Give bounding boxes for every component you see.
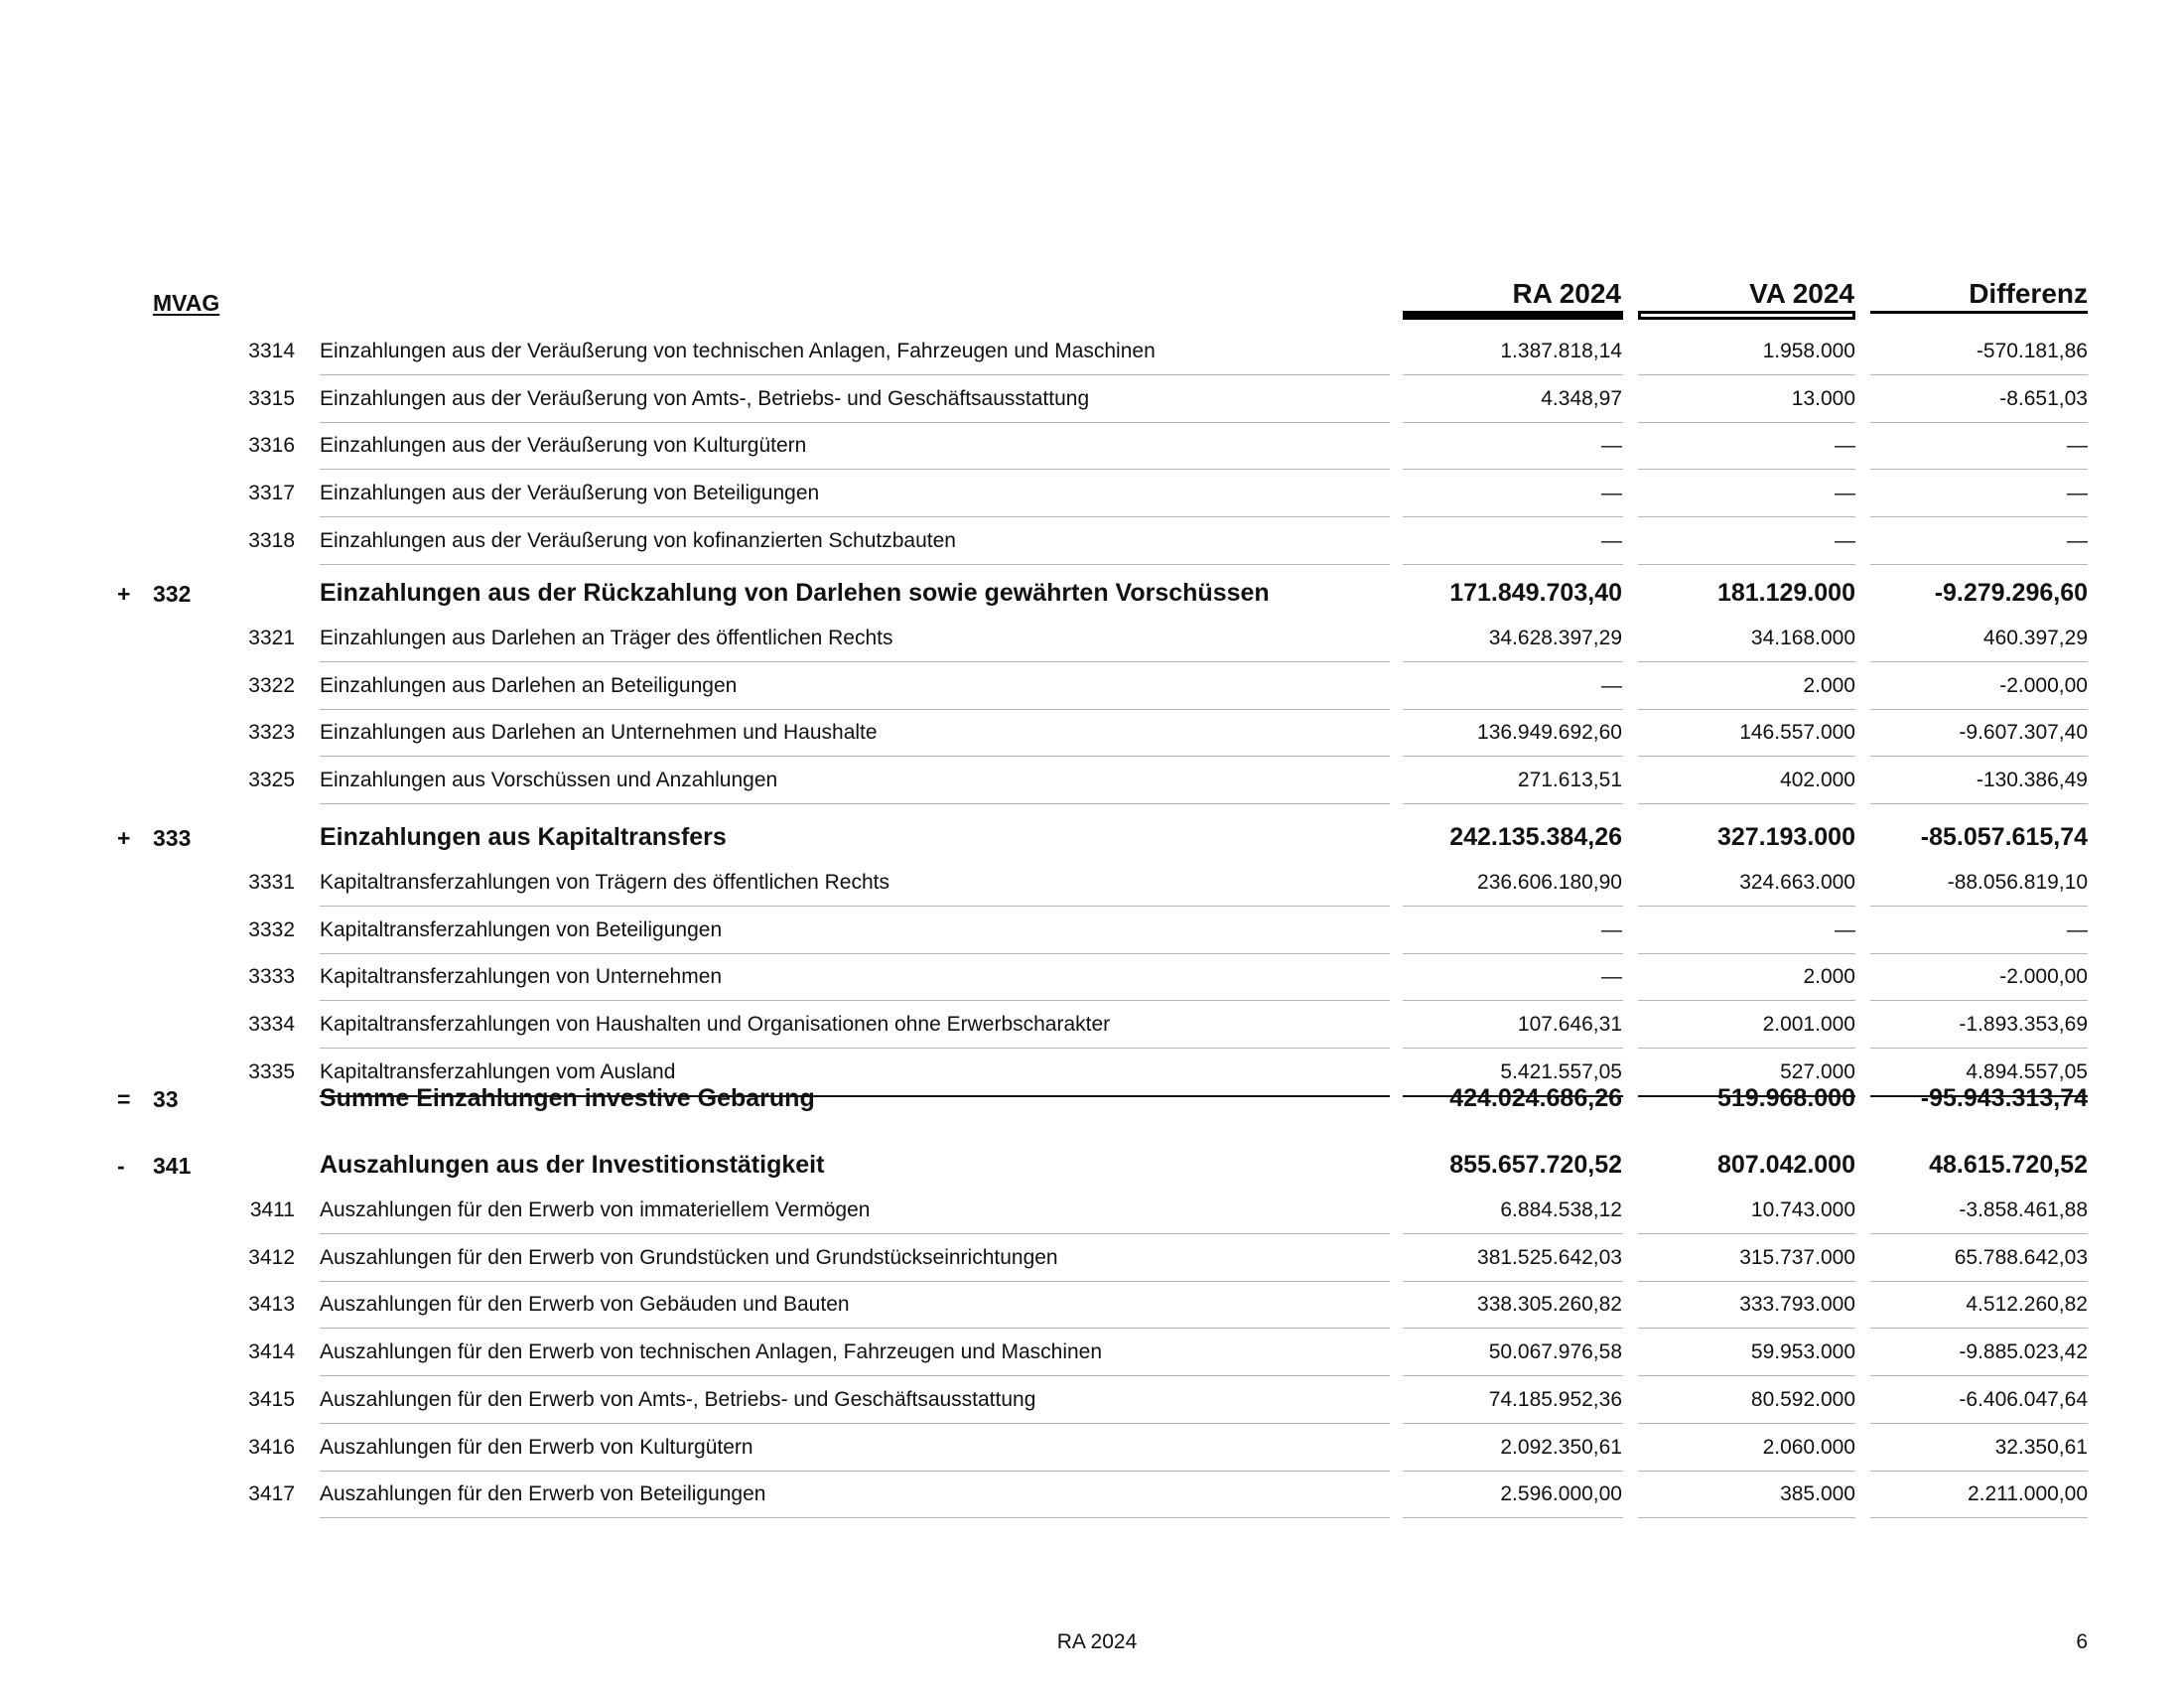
mvag-header: MVAG	[153, 290, 220, 316]
va-2024-value: 181.129.000	[1716, 579, 1855, 607]
table-row	[0, 908, 2184, 955]
va-2024-value: 10.743.000	[1750, 1198, 1855, 1221]
row-label: Einzahlungen aus der Rückzahlung von Darlehen sowie gewährten Vorschüssen	[320, 579, 1270, 607]
differenz-value: 48.615.720,52	[1929, 1151, 2088, 1179]
row-label: Auszahlungen für den Erwerb von Gebäuden und Bauten	[320, 1293, 850, 1317]
group-row	[0, 823, 2184, 859]
va-2024-value: —	[1835, 528, 1855, 552]
row-label: Einzahlungen aus Vorschüssen und Anzahlungen	[320, 769, 778, 792]
differenz-value: —	[2067, 528, 2088, 552]
row-code: 3332	[248, 917, 295, 941]
row-label: Kapitaltransferzahlungen von Unternehmen	[320, 965, 723, 989]
row-label: Einzahlungen aus Kapitaltransfers	[320, 823, 727, 851]
ra-2024-value: 381.525.642,03	[1477, 1245, 1622, 1269]
row-divider	[1638, 564, 1855, 565]
row-code: 333	[153, 825, 192, 851]
row-divider	[1403, 1517, 1623, 1518]
row-divider	[1870, 564, 2088, 565]
row-code: 3414	[248, 1340, 295, 1364]
row-label: Auszahlungen für den Erwerb von immateriellem Vermögen	[320, 1198, 871, 1221]
row-label: Einzahlungen aus der Veräußerung von technischen Anlagen, Fahrzeugen und Maschinen	[320, 340, 1156, 362]
va-2024-value: 2.000	[1803, 965, 1855, 989]
row-label: Auszahlungen für den Erwerb von Amts-, Betriebs- und Geschäftsausstattung	[320, 1387, 1036, 1411]
table-row	[0, 518, 2184, 566]
differenz-value: -1.893.353,69	[1959, 1013, 2088, 1037]
va-2024-value: 59.953.000	[1750, 1340, 1855, 1364]
table-row	[0, 954, 2184, 1002]
differenz-value: 32.350,61	[1994, 1435, 2088, 1459]
row-label: Kapitaltransferzahlungen von Beteiligungen	[320, 917, 723, 941]
row-code: 3331	[248, 871, 295, 894]
ra-2024-value: —	[1601, 673, 1622, 697]
differenz-value: -8.651,03	[1999, 386, 2088, 410]
differenz-value: 4.894.557,05	[1966, 1059, 2088, 1083]
row-code: 3417	[248, 1482, 295, 1506]
va-2024-value: 2.001.000	[1762, 1013, 1855, 1037]
table-row	[0, 1425, 2184, 1473]
row-code: 3335	[248, 1059, 295, 1083]
table-row	[0, 1188, 2184, 1235]
row-code: 3315	[248, 386, 295, 410]
ra-2024-value: 242.135.384,26	[1449, 823, 1622, 851]
ra-2024-value: 107.646,31	[1517, 1013, 1622, 1037]
differenz-value: -570.181,86	[1976, 340, 2088, 362]
column-header-va-2024: VA 2024	[1749, 278, 1854, 309]
row-label: Auszahlungen für den Erwerb von Kulturgütern	[320, 1435, 753, 1459]
row-label: Einzahlungen aus der Veräußerung von Amts-, Betriebs- und Geschäftsausstattung	[320, 386, 1090, 410]
row-label: Kapitaltransferzahlungen vom Ausland	[320, 1059, 676, 1083]
ra-2024-value: 6.884.538,12	[1500, 1198, 1622, 1221]
differenz-value: -2.000,00	[1999, 965, 2088, 989]
va-2024-value: 324.663.000	[1739, 871, 1855, 894]
va-2024-value: —	[1835, 482, 1855, 505]
ra-2024-value: 4.348,97	[1541, 386, 1622, 410]
va-2024-value: 807.042.000	[1716, 1151, 1855, 1179]
row-code: 3416	[248, 1435, 295, 1459]
table-row	[0, 1235, 2184, 1283]
row-code: 3316	[248, 434, 295, 458]
table-row	[0, 1330, 2184, 1377]
differenz-value: -3.858.461,88	[1959, 1198, 2088, 1221]
va-2024-value: 2.000	[1803, 673, 1855, 697]
va-2024-value: —	[1835, 917, 1855, 941]
row-code: 33	[153, 1086, 179, 1112]
diff-header-bar	[1870, 311, 2088, 314]
row-divider	[1870, 803, 2088, 804]
table-row	[0, 1002, 2184, 1050]
table-row	[0, 376, 2184, 424]
table-row	[0, 710, 2184, 758]
row-sign: -	[117, 1153, 125, 1179]
ra-2024-value: —	[1601, 965, 1622, 989]
ra-2024-value: 136.949.692,60	[1477, 721, 1622, 745]
ra-2024-value: 5.421.557,05	[1500, 1059, 1622, 1083]
differenz-value: —	[2067, 434, 2088, 458]
row-label: Kapitaltransferzahlungen von Haushalten und Organisationen ohne Erwerbscharakter	[320, 1013, 1111, 1037]
differenz-value: —	[2067, 482, 2088, 505]
ra-2024-value: 338.305.260,82	[1477, 1293, 1622, 1317]
differenz-value: 4.512.260,82	[1966, 1293, 2088, 1317]
row-code: 3411	[249, 1198, 295, 1221]
table-row	[0, 663, 2184, 711]
table-row	[0, 1377, 2184, 1425]
differenz-value: 2.211.000,00	[1967, 1482, 2088, 1506]
ra-2024-value: —	[1601, 482, 1622, 505]
ra-2024-value: —	[1601, 528, 1622, 552]
differenz-value: 65.788.642,03	[1954, 1245, 2088, 1269]
row-code: 332	[153, 581, 192, 607]
row-sign: +	[117, 825, 131, 851]
differenz-value: -95.943.313,74	[1920, 1084, 2088, 1112]
ra-2024-value: —	[1601, 434, 1622, 458]
ra-2024-value: 855.657.720,52	[1449, 1151, 1622, 1179]
differenz-value: -9.885.023,42	[1959, 1340, 2088, 1364]
table-row	[0, 1282, 2184, 1330]
row-label: Kapitaltransferzahlungen von Trägern des öffentlichen Rechts	[320, 871, 889, 894]
va-2024-value: 385.000	[1780, 1482, 1855, 1506]
va-2024-value: 519.968.000	[1716, 1084, 1855, 1112]
differenz-value: -6.406.047,64	[1959, 1387, 2088, 1411]
row-label: Einzahlungen aus Darlehen an Beteiligungen	[320, 673, 738, 697]
row-divider	[1638, 1517, 1855, 1518]
column-header-ra-2024: RA 2024	[1512, 278, 1621, 309]
row-label: Auszahlungen für den Erwerb von technischen Anlagen, Fahrzeugen und Maschinen	[320, 1340, 1103, 1364]
va-2024-value: 2.060.000	[1762, 1435, 1855, 1459]
row-divider	[320, 564, 1390, 565]
ra-2024-value: 236.606.180,90	[1477, 871, 1622, 894]
row-code: 3321	[248, 627, 295, 649]
ra-2024-value: 1.387.818,14	[1500, 340, 1622, 362]
va-2024-value: 327.193.000	[1716, 823, 1855, 851]
va-2024-value: 527.000	[1780, 1059, 1855, 1083]
differenz-value: -88.056.819,10	[1947, 871, 2088, 894]
row-label: Einzahlungen aus Darlehen an Träger des öffentlichen Rechts	[320, 627, 893, 649]
differenz-value: -85.057.615,74	[1920, 823, 2088, 851]
page-number: 6	[2076, 1630, 2088, 1653]
row-label: Summe Einzahlungen investive Gebarung	[320, 1084, 815, 1112]
row-code: 3415	[248, 1387, 295, 1411]
ra-2024-value: 2.596.000,00	[1500, 1482, 1622, 1506]
ra-2024-value: 74.185.952,36	[1488, 1387, 1622, 1411]
differenz-value: -9.279.296,60	[1934, 579, 2088, 607]
va-2024-value: 1.958.000	[1762, 340, 1855, 362]
differenz-value: -130.386,49	[1976, 769, 2088, 792]
row-label: Auszahlungen aus der Investitionstätigkeit	[320, 1151, 825, 1179]
table-row	[0, 616, 2184, 663]
row-divider	[1638, 803, 1855, 804]
table-row	[0, 423, 2184, 471]
row-divider	[1403, 803, 1623, 804]
row-code: 3317	[248, 482, 295, 505]
row-divider	[320, 803, 1390, 804]
ra-2024-value: 34.628.397,29	[1488, 627, 1622, 649]
differenz-value: -9.607.307,40	[1959, 721, 2088, 745]
va-2024-value: 333.793.000	[1739, 1293, 1855, 1317]
ra-2024-value: 2.092.350,61	[1500, 1435, 1622, 1459]
row-code: 3412	[248, 1245, 295, 1269]
row-label: Einzahlungen aus der Veräußerung von kofinanzierten Schutzbauten	[320, 528, 956, 552]
table-row	[0, 860, 2184, 908]
ra-header-bar	[1403, 311, 1623, 320]
va-2024-value: 402.000	[1780, 769, 1855, 792]
row-code: 3325	[248, 769, 295, 792]
group-row	[0, 1151, 2184, 1187]
va-2024-value: 315.737.000	[1739, 1245, 1855, 1269]
table-row	[0, 1472, 2184, 1519]
differenz-value: 460.397,29	[1982, 627, 2088, 649]
ra-2024-value: 424.024.686,26	[1449, 1084, 1622, 1112]
row-label: Einzahlungen aus der Veräußerung von Kulturgütern	[320, 434, 807, 458]
row-divider	[1403, 564, 1623, 565]
table-row	[0, 471, 2184, 518]
row-label: Auszahlungen für den Erwerb von Beteiligungen	[320, 1482, 766, 1506]
va-2024-value: 80.592.000	[1750, 1387, 1855, 1411]
group-row	[0, 579, 2184, 615]
va-2024-value: 13.000	[1791, 386, 1855, 410]
differenz-value: -2.000,00	[1999, 673, 2088, 697]
ra-2024-value: 50.067.976,58	[1488, 1340, 1622, 1364]
ra-2024-value: 171.849.703,40	[1449, 579, 1622, 607]
row-divider	[320, 1517, 1390, 1518]
column-header-differenz: Differenz	[1969, 278, 2088, 309]
ra-2024-value: 271.613,51	[1517, 769, 1622, 792]
row-divider	[1870, 1517, 2088, 1518]
row-sign: +	[117, 581, 131, 607]
va-header-bar	[1638, 311, 1855, 320]
footer-title: RA 2024	[1056, 1630, 1138, 1653]
row-code: 3322	[248, 673, 295, 697]
row-code: 341	[153, 1153, 192, 1179]
row-code: 3318	[248, 528, 295, 552]
row-sign: =	[117, 1086, 131, 1112]
va-2024-value: 146.557.000	[1739, 721, 1855, 745]
row-code: 3334	[248, 1013, 295, 1037]
ra-2024-value: —	[1601, 917, 1622, 941]
row-code: 3323	[248, 721, 295, 745]
table-row	[0, 329, 2184, 376]
table-row	[0, 758, 2184, 805]
va-2024-value: —	[1835, 434, 1855, 458]
row-label: Einzahlungen aus der Veräußerung von Beteiligungen	[320, 482, 820, 505]
row-code: 3314	[248, 340, 295, 362]
differenz-value: —	[2067, 917, 2088, 941]
group-row	[0, 1084, 2184, 1120]
row-code: 3333	[248, 965, 295, 989]
row-code: 3413	[248, 1293, 295, 1317]
row-label: Auszahlungen für den Erwerb von Grundstücken und Grundstückseinrichtungen	[320, 1245, 1058, 1269]
row-label: Einzahlungen aus Darlehen an Unternehmen und Haushalte	[320, 721, 878, 745]
va-2024-value: 34.168.000	[1750, 627, 1855, 649]
